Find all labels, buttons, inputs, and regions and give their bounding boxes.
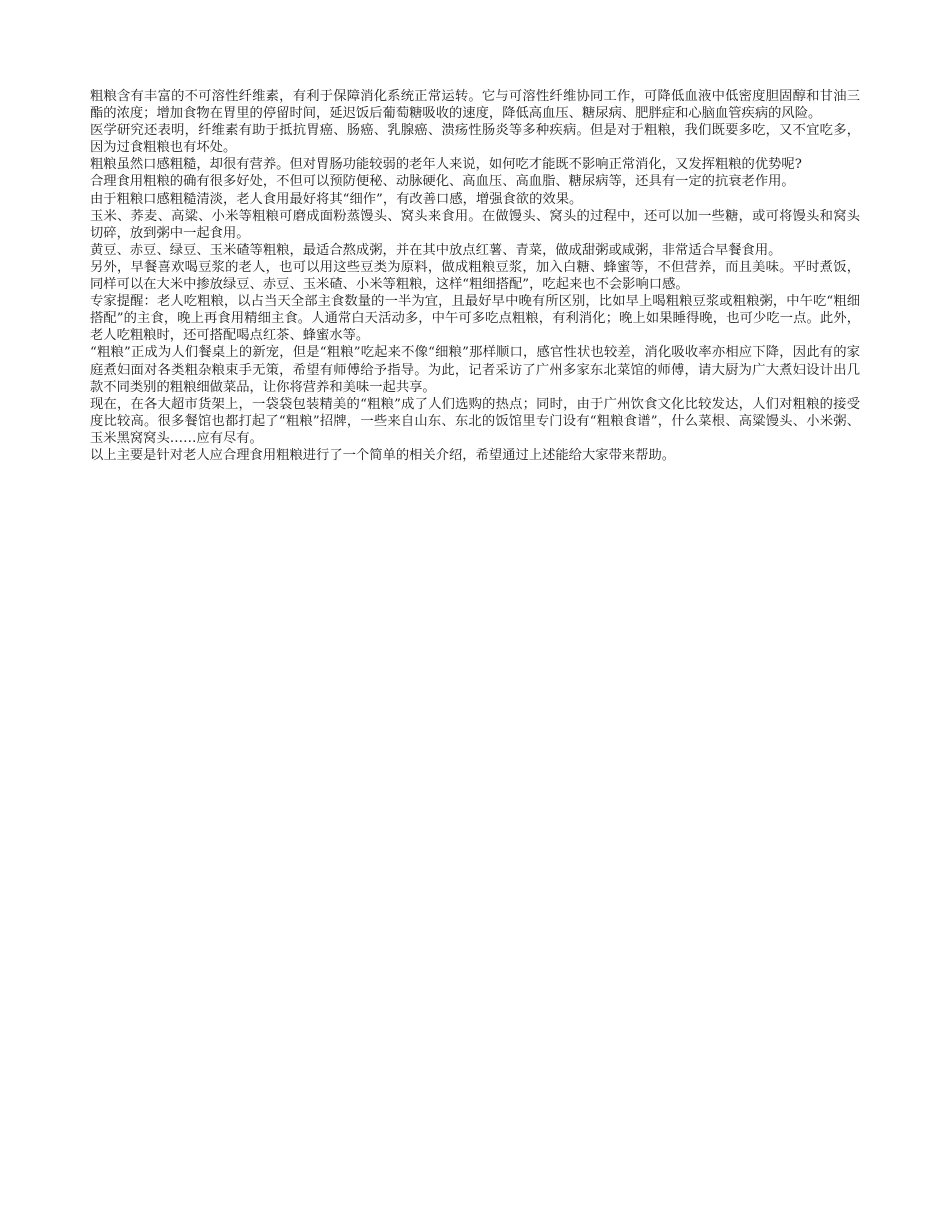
paragraph-new-favorite: “粗粮”正成为人们餐桌上的新宠，但是“粗粮”吃起来不像“细粮”那样顺口，感官性状也较差，消化吸收率亦相应下降，因此有的家庭煮妇面对各类粗杂粮束手无策，希望有师傅给予指导。为此，记者采访了广州多家东北菜馆的师傅，请大厨为广大煮妇设计出几款不同类别的粗粮细做菜品，让你将营养和美味一起共享。 — [90, 345, 860, 395]
paragraph-steamed-buns: 玉米、荞麦、高粱、小米等粗粮可磨成面粉蒸馒头、窝头来食用。在做馒头、窝头的过程中，还可以加一些糖，或可将馒头和窝头切碎，放到粥中一起食用。 — [90, 208, 860, 241]
paragraph-soy-milk: 另外，早餐喜欢喝豆浆的老人，也可以用这些豆类为原料，做成粗粮豆浆，加入白糖、蜂蜜等，不但营养，而且美味。平时煮饭，同样可以在大米中掺放绿豆、赤豆、玉米碴、小米等粗粮，这样“粗细搭配”，吃起来也不会影响口感。 — [90, 259, 860, 293]
paragraph-expert-tips: 专家提醒：老人吃粗粮，以占当天全部主食数量的一半为宜，且最好早中晚有所区别，比如早上喝粗粮豆浆或粗粮粥，中午吃“粗细搭配”的主食，晚上再食用精细主食。人通常白天活动多，中午可多吃点粗粮，有利消化；晚上如果睡得晚，也可少吃一点。此外，老人吃粗粮时，还可搭配喝点红茶、蜂蜜水等。 — [90, 294, 860, 344]
document-body — [90, 88, 860, 464]
paragraph-elderly-question: 粗粮虽然口感粗糙，却很有营养。但对胃肠功能较弱的老年人来说，如何吃才能既不影响正常消化，又发挥粗粮的优势呢? — [90, 157, 802, 173]
paragraph-fiber-benefits: 粗粮含有丰富的不可溶性纤维素，有利于保障消化系统正常运转。它与可溶性纤维协同工作，可降低血液中低密度胆固醇和甘油三酯的浓度；增加食物在胃里的停留时间，延迟饭后葡萄糖吸收的速度，降低高血压、糖尿病、肥胖症和心脑血管疾病的风险。 — [90, 89, 860, 122]
paragraph-reasonable-consumption: 合理食用粗粮的确有很多好处，不但可以预防便秘、动脉硬化、高血压、高血脂、糖尿病等，还具有一定的抗衰老作用。 — [90, 174, 795, 190]
paragraph-conclusion: 以上主要是针对老人应合理食用粗粮进行了一个简单的相关介绍，希望通过上述能给大家带来帮助。 — [90, 447, 676, 463]
paragraph-medical-research: 医学研究还表明，纤维素有助于抵抗胃癌、肠癌、乳腺癌、溃疡性肠炎等多种疾病。但是对于粗粮，我们既要多吃，又不宜吃多，因为过食粗粮也有坏处。 — [90, 123, 860, 156]
paragraph-fine-preparation: 由于粗粮口感粗糙清淡，老人食用最好将其“细作”，有改善口感，增强食欲的效果。 — [90, 191, 583, 207]
paragraph-porridge: 黄豆、赤豆、绿豆、玉米碴等粗粮，最适合熬成粥，并在其中放点红薯、青菜，做成甜粥或咸粥，非常适合早餐食用。 — [90, 242, 782, 258]
paragraph-supermarkets: 现在，在各大超市货架上，一袋袋包装精美的“粗粮”成了人们选购的热点；同时，由于广州饮食文化比较发达，人们对粗粮的接受度比较高。很多餐馆也都打起了“粗粮”招牌，一些来自山东、东北的饭馆里专门设有“粗粮食谱”，什么菜根、高粱馒头、小米粥、玉米黑窝窝头……应有尽有。 — [90, 396, 860, 446]
